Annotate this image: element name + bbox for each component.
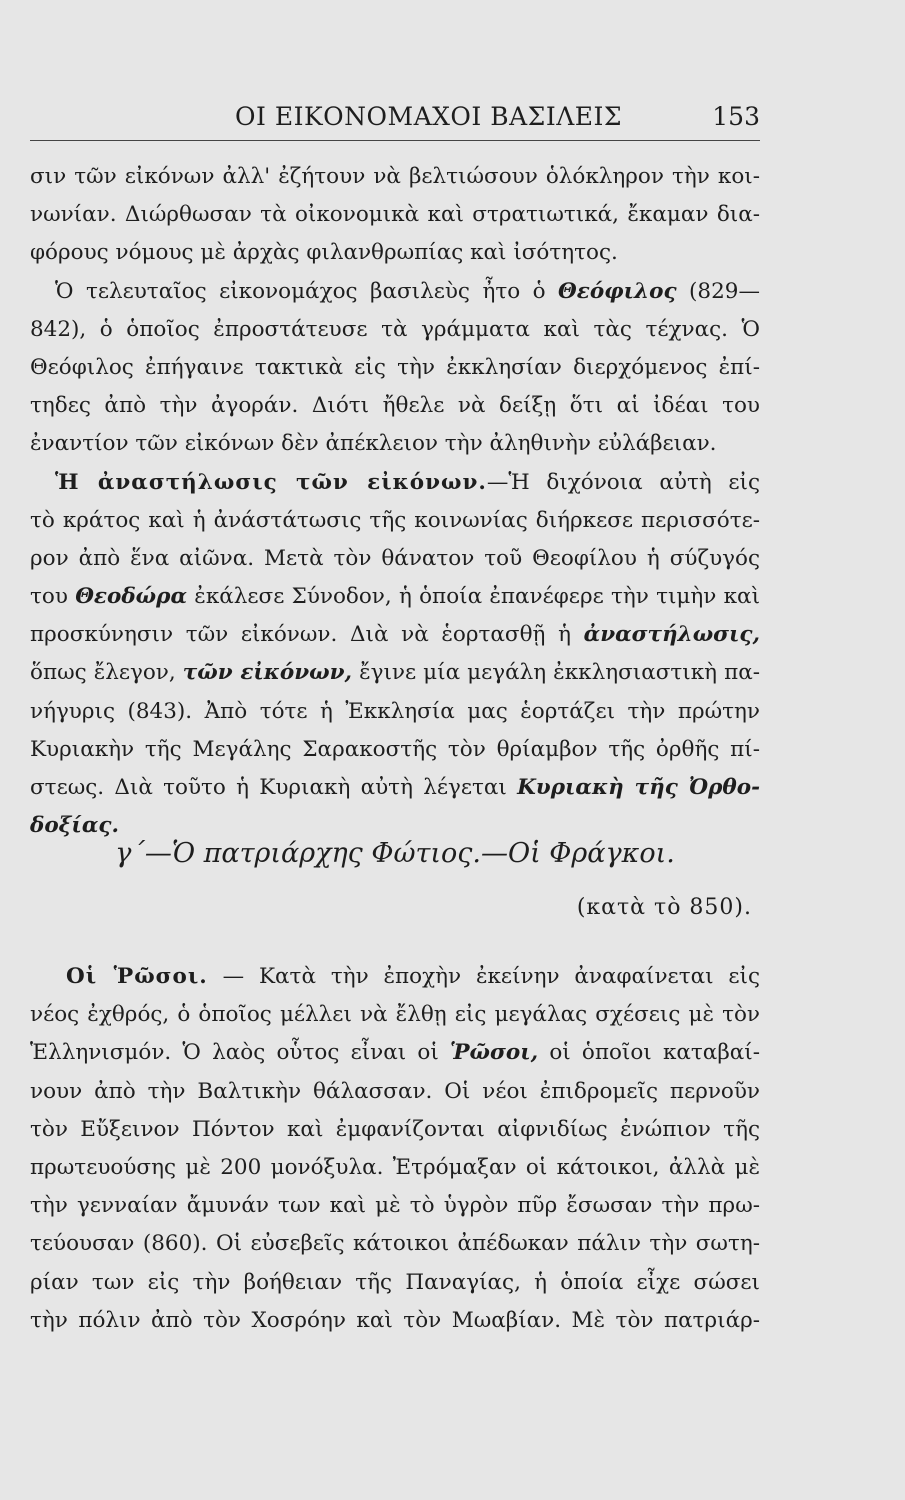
text-line: τεύουσαν (860). Οἱ εὐσεβεῖς κάτοικοι ἀπέδωκαν πάλιν τὴν σωτη- [30, 1231, 760, 1257]
text-line [30, 616, 760, 654]
text-line [30, 958, 760, 996]
text-span: ἔγινε μία μεγάλη ἐκκλησιαστικὴ πα- [359, 660, 760, 686]
text-span: του [30, 584, 68, 610]
text-line: τὴν πόλιν ἀπὸ τὸν Χοσρόην καὶ τὸν Μωαβίαν. Μὲ τὸν πατριάρ- [30, 1307, 760, 1333]
emphasis-theophilos: Θεόφιλος [558, 278, 677, 304]
subheading-rosoi: Οἱ Ῥῶσοι. [66, 964, 208, 989]
text-line [30, 654, 760, 692]
text-span: —Ἡ διχόνοια αὐτὴ εἰς [486, 469, 760, 495]
running-title: ΟΙ ΕΙΚΟΝΟΜΑΧΟΙ ΒΑΣΙΛΕΙΣ [235, 102, 623, 131]
text-line: Κυριακὴν τῆς Μεγάλης Σαρακοστῆς τὸν θρίαμβον τῆς ὀρθῆς πί- [30, 736, 760, 762]
text-line: τηδες ἀπὸ τὴν ἀγοράν. Διότι ἤθελε νὰ δείξῃ ὅτι αἱ ἰδέαι του [30, 393, 760, 419]
text-line: Θεόφιλος ἐπήγαινε τακτικὰ εἰς τὴν ἐκκλησίαν διερχόμενος ἐπί- [30, 354, 760, 380]
emphasis-kyriaki-orthodoxias: Κυριακὴ τῆς Ὀρθο- [517, 775, 760, 800]
text-line [30, 578, 760, 616]
text-line: τὸν Εὔξεινον Πόντον καὶ ἐμφανίζονται αἰφνιδίως ἐνώπιον τῆς [30, 1116, 760, 1142]
text-span: — Κατὰ τὴν ἐποχὴν ἐκείνην ἀναφαίνεται εἰς [222, 964, 760, 989]
text-line: 842), ὁ ὁποῖος ἐπροστάτευσε τὰ γράμματα καὶ τὰς τέχνας. Ὁ [30, 316, 760, 342]
text-line [30, 1034, 760, 1072]
text-line: νέος ἐχθρός, ὁ ὁποῖος μέλλει νὰ ἔλθῃ εἰς μεγάλας σχέσεις μὲ τὸν [30, 1002, 760, 1028]
page-number: 153 [712, 102, 760, 131]
paragraph-block-1 [30, 158, 760, 845]
text-span: οἱ ὁποῖοι καταβαί- [549, 1040, 760, 1066]
section-title: γ΄—Ὁ πατριάρχης Φώτιος.—Οἱ Φράγκοι. [115, 838, 675, 869]
text-span: προσκύνησιν τῶν εἰκόνων. Διὰ νὰ ἑορτασθῇ ἡ [30, 622, 571, 648]
text-line: ρίαν των εἰς τὴν βοήθειαν τῆς Παναγίας, ἡ ὁποία εἶχε σώσει [30, 1269, 760, 1295]
text-line: νωνίαν. Διώρθωσαν τὰ οἰκονομικὰ καὶ στρατιωτικά, ἔκαμαν δια- [30, 202, 760, 228]
text-line: νουν ἀπὸ τὴν Βαλτικὴν θάλασσαν. Οἱ νέοι ἐπιδρομεῖς περνοῦν [30, 1078, 760, 1104]
text-line: τὴν γενναίαν ἄμυνάν των καὶ μὲ τὸ ὑγρὸν πῦρ ἔσωσαν τὴν πρω- [30, 1193, 760, 1219]
text-line: ρον ἀπὸ ἕνα αἰῶνα. Μετὰ τὸν θάνατον τοῦ Θεοφίλου ἡ σύζυγός [30, 545, 760, 571]
text-span: ἐκάλεσε Σύνοδον, ἡ ὁποία ἐπανέφερε τὴν τιμὴν καὶ [194, 584, 760, 610]
page-header [30, 100, 760, 141]
text-span: ὅπως ἔλεγον, [30, 660, 176, 686]
text-line [30, 769, 760, 807]
text-span: στεως. Διὰ τοῦτο ἡ Κυριακὴ αὐτὴ λέγεται [30, 775, 507, 800]
emphasis-anastilosis: ἀναστήλωσις, [583, 622, 760, 648]
subheading-restoration: Ἡ ἀναστήλωσις τῶν εἰκόνων. [55, 469, 487, 495]
emphasis-theodora: Θεοδώρα [75, 584, 187, 610]
text-line: νήγυρις (843). Ἀπὸ τότε ἡ Ἐκκλησία μας ἑορτάζει τὴν πρώτην [30, 698, 760, 724]
text-line: σιν τῶν εἰκόνων ἀλλ' ἐζήτουν νὰ βελτιώσουν ὁλόκληρον τὴν κοι- [30, 164, 760, 189]
text-span: Ἑλληνισμόν. Ὁ λαὸς οὗτος εἶναι οἱ [30, 1040, 439, 1066]
text-line [30, 464, 760, 502]
text-span: Ὁ τελευταῖος εἰκονομάχος βασιλεὺς ἦτο ὁ [55, 278, 546, 304]
text-line [30, 273, 760, 311]
emphasis-rosoi: Ῥῶσοι, [449, 1040, 539, 1066]
text-line: δοξίας. [30, 813, 119, 839]
paragraph-block-2 [30, 958, 760, 1340]
emphasis-eikonon: τῶν εἰκόνων, [182, 660, 353, 686]
section-date: (κατὰ τὸ 850). [576, 895, 752, 920]
text-line: ἐναντίον τῶν εἰκόνων δὲν ἀπέκλειον τὴν ἀληθινὴν εὐλάβειαν. [30, 431, 717, 457]
text-line: φόρους νόμους μὲ ἀρχὰς φιλανθρωπίας καὶ ἰσότητος. [30, 240, 618, 266]
text-line: πρωτευούσης μὲ 200 μονόξυλα. Ἐτρόμαξαν οἱ κάτοικοι, ἀλλὰ μὲ [30, 1154, 760, 1180]
text-line: τὸ κράτος καὶ ἡ ἀνάστάτωσις τῆς κοινωνίας διήρκεσε περισσότε- [30, 507, 760, 533]
text-span: (829— [689, 278, 760, 304]
